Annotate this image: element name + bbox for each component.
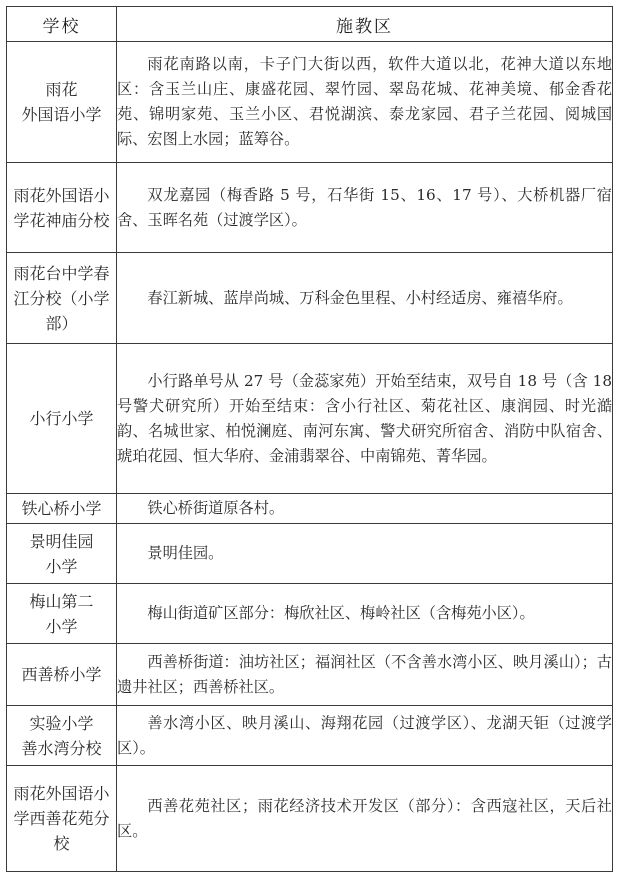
table-header-row bbox=[7, 7, 613, 42]
table-row bbox=[7, 42, 613, 163]
area-description: 善水湾小区、映月溪山、海翔花园（过渡学区）、龙湖天钜（过渡学区）。 bbox=[117, 706, 613, 766]
school-name: 小行小学 bbox=[7, 344, 117, 494]
school-name: 雨花 外国语小学 bbox=[7, 42, 117, 163]
table-row bbox=[7, 524, 613, 584]
school-name: 雨花台中学春江分校（小学部） bbox=[7, 253, 117, 344]
school-name: 实验小学 善水湾分校 bbox=[7, 706, 117, 766]
area-description: 梅山街道矿区部分：梅欣社区、梅岭社区（含梅苑小区）。 bbox=[117, 584, 613, 644]
table-row bbox=[7, 253, 613, 344]
school-name: 景明佳园 小学 bbox=[7, 524, 117, 584]
document-page bbox=[6, 6, 612, 870]
area-description: 双龙嘉园（梅香路 5 号，石华街 15、16、17 号）、大桥机器厂宿舍、玉晖名苑（过渡学区）。 bbox=[117, 163, 613, 253]
area-description: 西善花苑社区；雨花经济技术开发区（部分）：含西寇社区，天后社区。 bbox=[117, 766, 613, 872]
school-name: 雨花外国语小学花神庙分校 bbox=[7, 163, 117, 253]
area-description: 西善桥街道：油坊社区；福润社区（不含善水湾小区、映月溪山）；古遗井社区；西善桥社区。 bbox=[117, 644, 613, 706]
table-row bbox=[7, 344, 613, 494]
area-description: 小行路单号从 27 号（金蕊家苑）开始至结束，双号自 18 号（含 18 号警犬研究所）开始至结束：含小行社区、菊花社区、康润园、时光澔韵、名城世家、柏悦澜庭、南河东寓、警犬研究所宿舍、消防中队宿舍、琥珀花园、恒大华府、金浦翡翠谷、中南锦苑、菁华园。 bbox=[117, 344, 613, 494]
area-description: 铁心桥街道原各村。 bbox=[117, 494, 613, 524]
area-description: 景明佳园。 bbox=[117, 524, 613, 584]
header-area: 施教区 bbox=[117, 7, 613, 42]
school-name: 铁心桥小学 bbox=[7, 494, 117, 524]
school-name: 梅山第二 小学 bbox=[7, 584, 117, 644]
school-district-table bbox=[6, 6, 613, 872]
table-row bbox=[7, 494, 613, 524]
school-name: 雨花外国语小学西善花苑分校 bbox=[7, 766, 117, 872]
table-row bbox=[7, 163, 613, 253]
area-description: 雨花南路以南，卡子门大街以西，软件大道以北，花神大道以东地区：含玉兰山庄、康盛花园、翠竹园、翠岛花城、花神美境、郁金香花苑、锦明家苑、玉兰小区、君悦湖滨、泰龙家园、君子兰花园、阅城国际、宏图上水园；蓝筹谷。 bbox=[117, 42, 613, 163]
school-name: 西善桥小学 bbox=[7, 644, 117, 706]
table-row bbox=[7, 584, 613, 644]
header-school: 学校 bbox=[7, 7, 117, 42]
table-row bbox=[7, 706, 613, 766]
area-description: 春江新城、蓝岸尚城、万科金色里程、小村经适房、雍禧华府。 bbox=[117, 253, 613, 344]
table-row bbox=[7, 644, 613, 706]
table-row bbox=[7, 766, 613, 872]
